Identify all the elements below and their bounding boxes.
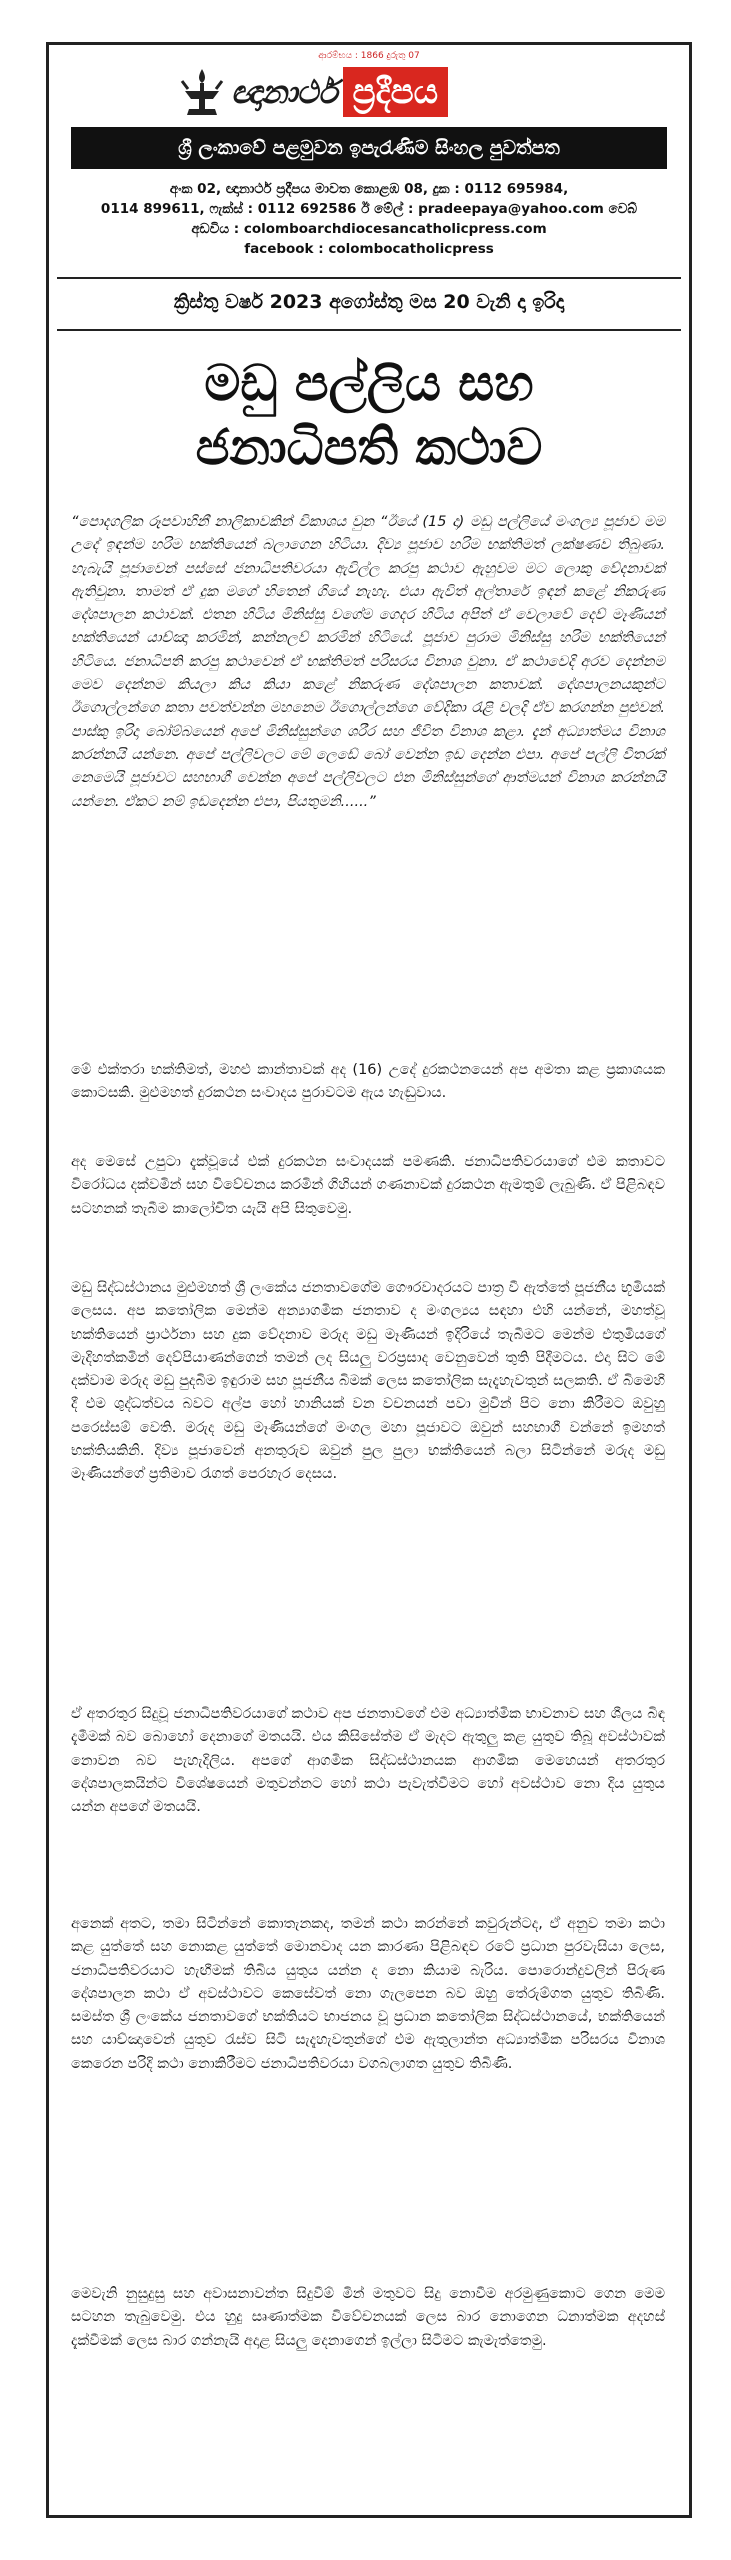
- headline: [57, 351, 681, 479]
- contact-block: [71, 179, 667, 259]
- body-paragraph: මෙවැනි නුසුදුසු සහ අවාසනාවන්ත සිදුවීම් මින් මතුවට සිදු නොවීම අරමුණුකොට ගෙන මෙම සටහන තැබුවෙමු. එය හුදු සෘණාත්මක විවේචනයක් ලෙස බාර නොගෙන ධනාත්මක අදහස් දැක්වීමක් ලෙස බාර ගන්නැයි අදාළ සියලු දෙනාගෙන් ඉල්ලා සිටීමට කැමැත්තෙමු.: [71, 2286, 665, 2349]
- contact-facebook: facebook : colombocatholicpress: [244, 241, 494, 257]
- masthead-founded-line: ආරම්භය : 1866 දුරුතු 07: [318, 51, 420, 61]
- body-paragraph: මඩු සිද්ධස්ථානය මුළුමහත් ශ්‍රී ලංකේය ජනතාවගේම ගෞරවාදරයට පාත්‍ර වී ඇත්තේ පූජනීය භූමියක් ලෙසය. අප කතෝලික මෙන්ම අන්‍යාගමික ජනතාව ද මංගල්‍යය සඳහා එහි යන්නේ, මහත්වූ භක්තියෙන් ප්‍රාර්ථනා සහ දුක වේදනාව මරුද මඩු මෑණියන් ඉදිරියේ තැබීමට මෙන්ම එතුමියගේ මැදිහත්කමින් දෙව්පියාණන්ගෙන් තමන් ලද සියලු වරප්‍රසාද වෙනුවෙන් තුති පිදීමටය. එදා සිට මේ දක්වාම මරුද මඩු පුදබිම ඉඳුරාම සහ පූජනීය බිමක් ලෙස කතෝලික සැදැහැවතුන් සලකති. ඒ බිමෙහි දී එම ශුද්ධත්වය බවට අල්ප හෝ හානියක් වන වචනයන් පවා මුවින් පිට නො කිරීමට ඔවුහු පරෙස්සම් වෙති. මරුද මඩු මෑණියන්ගේ මංගල මහා පූජාවට ඔවුන් සහභාගී වන්නේ ඉමහත් භක්තියකිනි. දිව්‍ය පූජාවෙන් අනතුරුව ඔවුන් පුල පුලා භක්තියෙන් බලා සිටින්නේ මරුද මඩු මෑණියන්ගේ ප්‍රතිමාව රැගත් පෙරහැර දෙසය.: [71, 1280, 665, 1483]
- body-paragraph: මේ එක්තරා භක්තිමත්, මහළු කාන්තාවක් අද (16) උදේ දුරකථනයෙන් අප අමතා කළ ප්‍රකාශයක කොටසකි. මුළුමහත් දුරකථන සංවාදය පුරාවටම ඇය හැඬුවාය.: [71, 1062, 665, 1102]
- divider: [57, 277, 681, 279]
- masthead-logo: [179, 63, 559, 121]
- contact-website: අඩවිය : colomboarchdiocesancatholicpress.com: [191, 221, 547, 237]
- contact-address: අංක 02, ඥානාර්ථ ප්‍රදීපය මාවත කොළඹ 08, දුක : 0112 695984,: [169, 181, 569, 197]
- masthead-name-part2: ප්‍රදීපය: [343, 67, 449, 117]
- oil-lamp-icon: [179, 67, 225, 117]
- body-paragraph: ඒ අතරතුර සිදුවූ ජනාධිපතිවරයාගේ කථාව අප ජනතාවගේ එම අධ්‍යාත්මික භාවනාව සහ ශීලය බිඳ දැමීමක් බව බොහෝ දෙනාගේ මතයයි. එය කිසිසේත්ම ඒ මැදට ඇතුලු කළ යුතුව තිබූ අවස්ථාවක් නොවන බව පැහැදිලිය. අපගේ ආගමික සිද්ධස්ථානයක ආගමික මෙහෙයන් අතරතුර දේශපාලකයින්ට විශේෂයෙන් මතුවන්නට හෝ කථා පැවැත්වීමට හෝ අවස්ථාව නො දිය යුතුය යන්න අපගේ මතයයි.: [71, 1706, 665, 1816]
- masthead: [49, 45, 689, 159]
- headline-line-1: මඩු පල්ලිය සහ: [204, 354, 534, 412]
- dateline: ක්‍රිස්තු වර්ෂ 2023 අගෝස්තු මස 20 වැනි දා ඉරිදා: [173, 291, 565, 313]
- masthead-name-part1: ඥානාර්ථ: [231, 72, 337, 111]
- divider: [57, 329, 681, 331]
- quoted-paragraph: “පොදගලික රූපවාහිනී නාලිකාවකින් විකාශය වුන “ඊයේ (15 දා) මඩු පල්ලියේ මංගල්‍ය පූජාව මම උදේ ඉඳන්ම හරිම භක්තියෙන් බලාගෙන හිටියා. දිව්‍ය පූජාව හරිම භක්තිමත් ලක්ෂණව තිබුණා. හැබැයි පූජාවෙන් පස්සේ ජනාධිපතිවරයා ඇවිල්ල කරපු කථාව ඇහුවම මට ලොකු වේදනාවක් ඇතිවුනා. තාමත් ඒ දුක මගේ හිතෙන් ගියේ නැහැ. එයා ඇවිත් අල්තාරේ ඉඳන් කළේ නිකරුණ දේශපාලන කථාවක්. එතන හිටිය මිනිස්සු වගේම ගෙදර හිටිය අපිත් ඒ වෙලාවේ දෙව් මෑණියන් භක්තියෙන් යාච්ඤා කරමින්, කන්නලව් කරමින් හිටියේ. පූජාව පුරාම මිනිස්සු හරිම භක්තියෙන් හිටියෙ. ජනාධිපති කරපු කථාවෙන් ඒ භක්තිමත් පරිසරය විනාශ වුනා. ඒ කථාවෙදි අරව දෙන්නම මෙව දෙන්නම කියලා කිය කියා කළේ නිකරුණ දේශපාලන කතාවක්. දේශපාලනයකුන්ට ඊගොල්ලන්ගෙ කතා පවත්වන්න මහනෙම ඊගොල්ලන්ගෙ වේදිකා රැළි වලදි ඒව කරගන්න පුළුවන්. පාස්කු ඉරිදා බෝම්බයෙන් අපේ මිනිස්සුන්ගෙ ශරීර සහ ජීවිත විනාශ කළා. දැන් අධ්‍යාත්මය විනාශ කරන්නයි යන්නෙ. අපේ පල්ලිවලට මේ ලෙඩේ බෝ වෙන්න ඉඩ දෙන්න එපා. අපේ පල්ලි වීතරක් නෙමෙයි පූජාවට සහභාගී වෙන්න අපේ පල්ලිවලට එන මිනිස්සුන්ගේ ආත්මයන් විනාශ කරන්නයි යන්නෙ. ඒකට නම් ඉඩදෙන්න එපා, පියතුමනි......”: [71, 514, 665, 810]
- newspaper-page: [46, 42, 692, 2518]
- body-paragraph: අද මෙසේ උපුටා දැක්වූයේ එක් දුරකථන සංවාදයක් පමණකි. ජනාධිපතිවරයාගේ එම කතාවට විරෝධය දක්වමින් සහ විවේචනය කරමින් ගිහියන් ගණනාවක් දුරකථන ඇමතුම් ලැබුණි. ඒ පිළිබඳව සටහනක් තැබීම කාලෝචිත යැයි අපි සිතුවෙමු.: [71, 1154, 665, 1217]
- masthead-tagline: ශ්‍රී ලංකාවේ පළමුවන ඉපැරැණිම සිංහල පුවත්පත: [71, 127, 667, 169]
- headline-line-2: ජනාධිපති කථාව: [195, 418, 543, 476]
- body-paragraph: අනෙක් අතට, තමා සිටින්නේ කොතැනකද, තමන් කථා කරන්නේ කවුරුන්ටද, ඒ අනුව තමා කථා කළ යුත්තේ සහ නොකළ යුත්තේ මොනවාද යන කාරණා පිළිබඳව රටේ ප්‍රධාන පුරවැසියා ලෙස, ජනාධිපතිවරයාට හැඟීමක් තිබිය යුතුය යන්න ද නො කියාම බැරිය. පොරොන්දුවලින් පිරුණ දේශපාලන කථා ඒ අවස්ථාවට කෙසේවත් නො ගැලපෙන බව ඔහු තේරුම්ගත යුතුව තිබිණි. සමස්ත ශ්‍රී ලංකේය ජනතාවගේ භක්තියට භාජනය වූ ප්‍රධාන කතෝලික සිද්ධස්ථානයේ, භක්තියෙන් සහ යාච්ඤාවෙන් යුතුව රැස්ව සිටි සැදැහැවතුන්ගේ එම ඇතුලාන්ත අධ්‍යාත්මික පරිසරය විනාශ කෙරෙන පරිදි කථා නොකිරීමට ජනාධිපතිවරයා වගබලාගත යුතුව තිබිණි.: [71, 1916, 665, 2072]
- contact-phone-email: 0114 899611, ෆැක්ස් : 0112 692586 ඊ මේල් : pradeepaya@yahoo.com වෙබ්: [100, 201, 638, 217]
